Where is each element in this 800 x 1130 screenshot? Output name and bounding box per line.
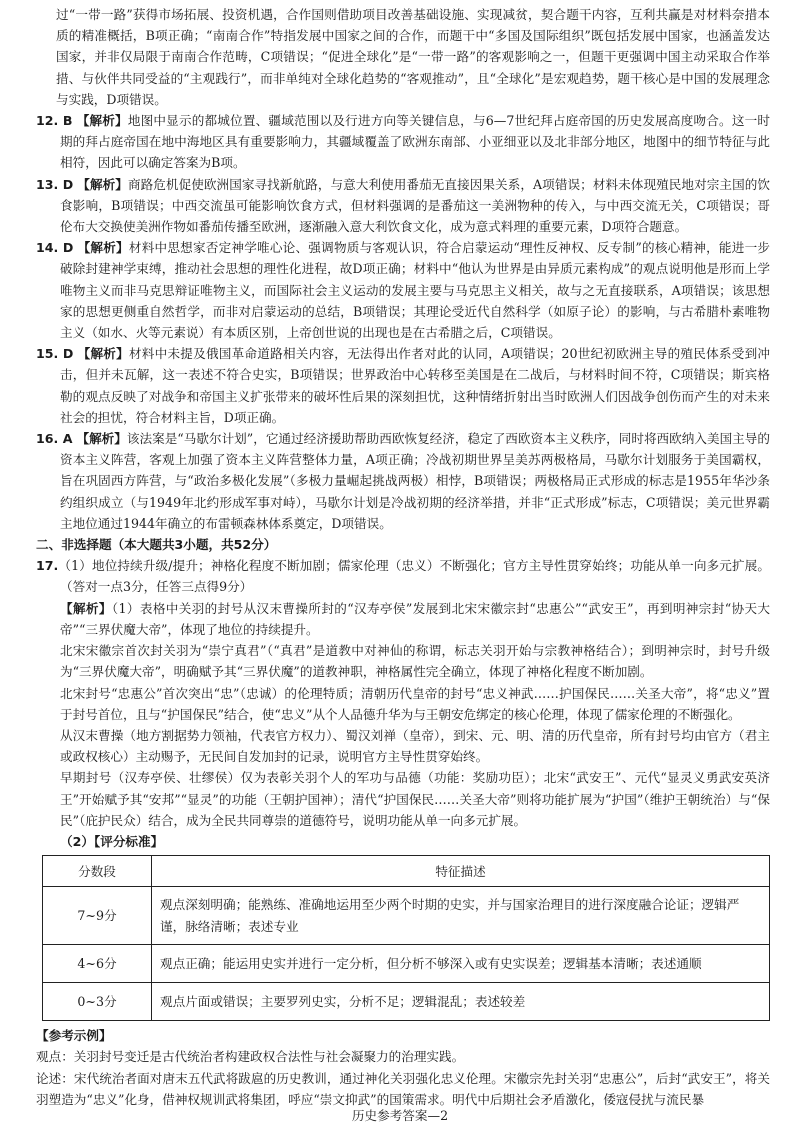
q17-analysis-p4: 从汉末曹操（地方割据势力领袖，代表官方权力）、蜀汉刘禅（皇帝），到宋、元、明、清的历代皇帝，所有封号均由官方（君主或政权核心）主动赐予，无民间自发加封的记录，说明官方主导性贯穿始终。 [60, 727, 770, 765]
reference-viewpoint: 观点：关羽封号变迁是古代统治者构建政权合法性与社会凝聚力的治理实践。 [36, 1049, 465, 1065]
table-row [43, 983, 770, 1021]
score-desc: 观点正确；能运用史实并进行一定分析，但分析不够深入或有史实误差；逻辑基本清晰；表述通顺 [152, 945, 770, 983]
q17-analysis-p3: 北宋封号“忠惠公”首次突出“忠”（忠诚）的伦理特质；清朝历代皇帝的封号“忠义神武……护国保民……关圣大帝”，将“忠义”置于封号首位，且与“护国保民”结合，使“忠义”从个人品德升华为与王朝安危绑定的核心伦理，体现了儒家伦理的不断强化。 [60, 685, 770, 722]
scoring-table-header [43, 856, 770, 887]
q17-part1 [36, 555, 770, 597]
q16-analysis-tag: 【解析】 [76, 431, 127, 447]
q17-part1-text: （1）地位持续升级/提升；神格化程度不断加剧；儒家伦理（忠义）不断强化；官方主导性贯穿始终；功能从单一向多元扩展。（答对一点3分，任答三点得9分） [58, 558, 770, 595]
q15-answer [36, 343, 770, 428]
answer-page [36, 4, 770, 1110]
q17-analysis [36, 598, 770, 640]
q13-answer [36, 174, 770, 238]
q12-analysis-tag: 【解析】 [76, 113, 128, 129]
q12-text: 地图中显示的都城位置、疆域范围以及行进方向等关键信息，与6—7世纪拜占庭帝国的历史发展高度吻合。这一时期的拜占庭帝国在地中海地区具有重要影响力，其疆域覆盖了欧洲东南部、小亚细亚以及北非部分地区，地图中的细节特征与此相符，因此可以确定答案为B项。 [60, 113, 771, 171]
q14-number: 14. D [36, 240, 74, 256]
q11-continuation: 过“一带一路”获得市场拓展、投资机遇，合作国则借助项目改善基础设施、实现减贫，契合题干内容，互利共赢是对材料奈措本质的精准概括，B项正确；“南南合作”特指发展中国家之间的合作，而题干中“多国及国际组织”既包括发展中国家，也涵盖发达国家，并非仅局限于南南合作范畴，C项错误；“促进全球化”是“一带一路”的客观影响之一，但题干更强调中国主动采取合作举措、与伙伴共同受益的“主观践行”，而非单纯对全球化趋势的“客观推动”，且“全球化”是宏观趋势，题干核心是中国的发展理念与实践，D项错误。 [56, 7, 770, 107]
q14-analysis-tag: 【解析】 [77, 240, 129, 256]
page-footer: 历史参考答案—2 [351, 1108, 449, 1123]
q13-text: 商路危机促使欧洲国家寻找新航路，与意大利使用番茄无直接因果关系，A项错误；材料未体现殖民地对宗主国的饮食影响，B项错误；中西交流虽可能影响饮食方式，但材料强调的是番茄这一美洲物种的传入，与中西交流无关，C项错误；哥伦布大交换使美洲作物如番茄传播至欧洲，逐渐融入意大利饮食文化，成为意式料理的重要元素，D项符合题意。 [60, 176, 770, 235]
score-desc: 观点片面或错误；主要罗列史实，分析不足；逻辑混乱；表述较差 [152, 983, 770, 1021]
header-desc: 特征描述 [152, 856, 770, 887]
section-title-nonchoice: 二、非选择题（本大题共3小题，共52分） [36, 537, 277, 553]
q14-answer [36, 237, 770, 343]
q15-analysis-tag: 【解析】 [77, 346, 129, 362]
score-band: 4~6分 [43, 945, 152, 983]
score-desc: 观点深刻明确；能熟练、准确地运用至少两个时期的史实，并与国家治理目的进行深度融合论证；逻辑严谨，脉络清晰；表述专业 [152, 887, 770, 945]
table-row [43, 945, 770, 983]
q13-analysis-tag: 【解析】 [77, 176, 128, 192]
q14-text: 材料中思想家否定神学唯心论、强调物质与客观认识，符合启蒙运动“理性反神权、反专制”的核心精神，能进一步破除封建神学束缚，推动社会思想的理性化进程，故D项正确；材料中“他认为世界是由异质元素构成”的观点说明他是形而上学唯物主义而非马克思辩证唯物主义，而国际社会主义运动的发展主要与马克思主义相关，故与之无直接联系，A项错误；该思想家的思想更侧重自然哲学，而非对启蒙运动的总结，B项错误；其理论受近代自然科学（如原子论）的影响，与古希腊朴素唯物主义（如水、火等元素说）有本质区别，上帝创世说的出现也是在古希腊之后，C项错误。 [60, 240, 770, 341]
q15-text: 材料中未提及俄国革命道路相关内容，无法得出作者对此的认同，A项错误；20世纪初欧洲主导的殖民体系受到冲击，但并未瓦解，这一表述不符合史实，B项错误；世界政治中心转移至美国是在二战后，与材料时间不符，C项错误；斯宾格勒的观点反映了对战争和帝国主义扩张带来的破坏性后果的深刻担忧，这种情绪折射出当时欧洲人们因战争创伤而产生的对未来社会的担忧，符合材料主旨，D项正确。 [60, 346, 770, 425]
q17-part2-title: （2）【评分标准】 [60, 833, 164, 849]
table-row [43, 887, 770, 945]
reference-argument: 论述：宋代统治者面对唐末五代武将跋扈的历史教训，通过神化关羽强化忠义伦理。宋徽宗先封关羽“忠惠公”，后封“武安王”，将关羽塑造为“忠义”化身，借神权规训武将集团，呼应“崇文抑武”的国策需求。明代中后期社会矛盾激化，倭寇侵扰与流民暴 [36, 1070, 770, 1107]
q16-text: 该法案是“马歇尔计划”，它通过经济援助帮助西欧恢复经济，稳定了西欧资本主义秩序，同时将西欧纳入美国主导的资本主义阵营，客观上加强了资本主义阵营整体力量，A项正确；冷战初期世界呈美苏两极格局，马歇尔计划服务于美国霸权，旨在巩固西方阵营，与“政治多极化发展”（多极力量崛起挑战两极）相悖，B项错误；两极格局正式形成的标志是1955年华沙条约组织成立（与1949年北约形成军事对峙），马歇尔计划是冷战初期的经济举措，并非“正式形成”标志，C项错误；美元世界霸主地位通过1944年确立的布雷顿森林体系奠定，D项错误。 [60, 431, 770, 531]
q12-number: 12. B [36, 113, 73, 129]
reference-title: 【参考示例】 [36, 1028, 112, 1044]
q17-analysis-p2: 北宋宋徽宗首次封关羽为“崇宁真君”（“真君”是道教中对神仙的称谓，标志关羽开始与宗教神格结合）；到明神宗时，封号升级为“三界伏魔大帝”，明确赋予其“三界伏魔”的道教神职，神格属性完全确立，体现了神格化程度不断加剧。 [60, 643, 770, 680]
q15-number: 15. D [36, 346, 74, 362]
scoring-table [42, 855, 770, 1021]
q16-number: 16. A [36, 431, 73, 447]
header-band: 分数段 [43, 856, 152, 887]
q13-number: 13. D [36, 176, 74, 192]
score-band: 7~9分 [43, 887, 152, 945]
q17-analysis-tag: 【解析】 [60, 600, 112, 616]
q17-number: 17. [36, 558, 59, 574]
q17-analysis-p5: 早期封号（汉寿亭侯、壮缪侯）仅为表彰关羽个人的军功与品德（功能：奖励功臣）；北宋“武安王”、元代“显灵义勇武安英济王”开始赋予其“安邦”“显灵”的功能（王朝护国神）；清代“护国保民……关圣大帝”则将功能扩展为“护国”（维护王朝统治）与“保民”（庇护民众）结合，成为全民共同尊崇的道德符号，说明功能从单一向多元扩展。 [60, 770, 770, 828]
score-band: 0~3分 [43, 983, 152, 1021]
q17-analysis-p1: （1）表格中关羽的封号从汉末曹操所封的“汉寿亭侯”发展到北宋宋徽宗封“忠惠公”“武安王”，再到明神宗封“协天大帝”“三界伏魔大帝”，体现了地位的持续提升。 [60, 600, 771, 637]
q16-answer [36, 428, 770, 534]
q12-answer [36, 110, 770, 174]
